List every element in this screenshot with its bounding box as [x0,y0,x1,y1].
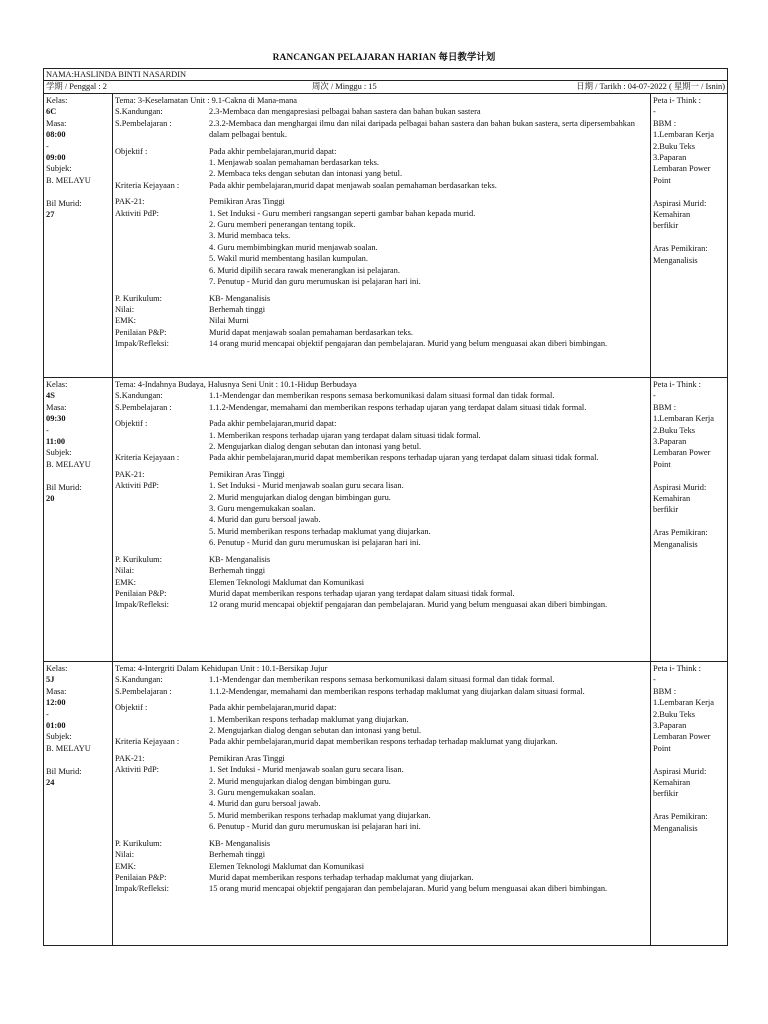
activity-step: 3. Guru mengemukakan soalan. [209,788,316,798]
side-notes-column [651,94,727,377]
subjek-label: Subjek: [46,732,72,742]
side-note-line [653,470,725,481]
side-note-line: Peta i- Think : [653,96,701,105]
side-note-line: Aspirasi Murid: [653,482,707,492]
penilaian-label: Penilaian P&P: [115,327,167,337]
class-blocks [44,94,727,946]
theme-unit: Tema: 3-Keselamatan Unit : 9.1-Cakna di Mana-mana [115,96,297,105]
activity-step: 3. Guru mengemukakan soalan. [209,504,316,514]
activity-step: 4. Guru membimbingkan murid menjawab soalan. [209,242,378,252]
penilaian-label: Penilaian P&P: [115,588,167,598]
success-criteria: Pada akhir pembelajaran,murid dapat memberikan respons terhadap ujaran yang terdapat dalam situasi tidak formal. [209,453,599,463]
emk: Nilai Murni [209,316,249,326]
class-name: 4S [46,391,55,401]
side-note-line: 1.Lembaran Kerja [653,698,714,708]
side-note-line: 3.Paparan [653,437,687,447]
objective-line: 2. Mengujarkan dialog dengan sebutan dan intonasi yang betul. [209,726,422,736]
activity-step: 5. Murid memberikan respons terhadap maklumat yang diujarkan. [209,526,431,536]
content-standard: 1.1-Mendengar dan memberikan respons semasa berkomunikasi dalam situasi formal dan tidak formal. [209,675,555,685]
emk-label: EMK: [115,316,136,326]
activity-step: 6. Penutup - Murid dan guru merumuskan isi pelajaran hari ini. [209,538,421,548]
activity-step: 5. Wakil murid membentang hasilan kumpulan. [209,254,368,264]
pak21: Pemikiran Aras Tinggi [209,197,285,207]
time-start: 08:00 [46,130,66,140]
learning-standard: 1.1.2-Mendengar, memahami dan memberikan respons terhadap ujaran yang terdapat dalam situasi tidak formal. [209,402,587,412]
objective-line: 2. Membaca teks dengan sebutan dan intonasi yang betul. [209,169,403,179]
kurikulum-label: P. Kurikulum: [115,838,162,848]
impak-label: Impak/Refleksi: [115,339,169,349]
time-end: 01:00 [46,721,66,731]
pembelajaran-label: S.Pembelajaran : [115,118,172,128]
aktiviti-label: Aktiviti PdP: [115,481,159,491]
activity-step: 1. Set Induksi - Murid menjawab soalan guru secara lisan. [209,481,404,491]
activity-step: 5. Murid memberikan respons terhadap maklumat yang diujarkan. [209,810,431,820]
activities [209,208,648,288]
side-note-line: Aras Pemikiran: [653,812,708,822]
subject: B. MELAYU [46,743,91,753]
objektif-label: Objektif : [115,146,148,156]
time-end: 09:00 [46,153,66,163]
student-count: 20 [46,494,55,504]
kandungan-label: S.Kandungan: [115,391,163,401]
side-note-line: BBM : [653,402,677,412]
date: 日期 / Tarikh : 04-07-2022 ( 星期一 / Isnin) [576,82,725,91]
side-note-line: BBM : [653,118,677,128]
values: Berhemah tinggi [209,566,266,576]
subjek-label: Subjek: [46,448,72,458]
kriteria-label: Kriteria Kejayaan : [115,737,180,747]
objektif-label: Objektif : [115,419,148,429]
reflection: 15 orang murid mencapai objektif pengajaran dan pembelajaran. Murid yang belum menguasai akan diberi bimbingan. [209,884,608,894]
side-note-line: - [653,675,656,685]
lesson-details-column [113,94,651,377]
curriculum-element: KB- Menganalisis [209,293,271,303]
activity-step: 6. Murid dipilih secara rawak menerangkan isi pelajaran. [209,265,400,275]
activity-step: 4. Murid dan guru bersoal jawab. [209,515,321,525]
side-note-line [653,800,725,811]
teacher-name: NAMA:HASLINDA BINTI NASARDIN [46,70,187,79]
activity-step: 3. Murid membaca teks. [209,231,291,241]
impak-label: Impak/Refleksi: [115,600,169,610]
document-title: RANCANGAN PELAJARAN HARIAN 每日教学计划 [272,53,496,63]
emk-label: EMK: [115,577,136,587]
impak-label: Impak/Refleksi: [115,884,169,894]
theme-unit: Tema: 4-Indahnya Budaya, Halusnya Seni Unit : 10.1-Hidup Berbudaya [115,380,357,389]
activity-step: 6. Penutup - Murid dan guru merumuskan isi pelajaran hari ini. [209,822,421,832]
side-note-line: 2.Buku Teks [653,141,696,151]
side-notes-column [651,378,727,661]
time-start: 12:00 [46,698,66,708]
objectives [209,146,648,180]
side-note-line: Aspirasi Murid: [653,766,707,776]
side-note-line: Aspirasi Murid: [653,198,707,208]
lesson-plan-table [43,68,728,946]
activity-step: 2. Murid mengujarkan dialog dengan bimbingan guru. [209,492,391,502]
nilai-label: Nilai: [115,850,135,860]
side-note-line: - [653,107,656,117]
activity-step: 2. Guru memberi penerangan tentang topik. [209,220,356,230]
side-note-line: Lembaran Power [653,164,711,174]
success-criteria: Pada akhir pembelajaran,murid dapat menjawab soalan pemahaman berdasarkan teks. [209,180,497,190]
masa-label: Masa: [46,118,67,128]
assessment: Murid dapat memberikan respons terhadap terhadap maklumat yang diujarkan. [209,872,474,882]
pak21: Pemikiran Aras Tinggi [209,753,285,763]
kelas-label: Kelas: [46,664,68,673]
side-note-line: 3.Paparan [653,721,687,731]
kriteria-label: Kriteria Kejayaan : [115,180,180,190]
activity-step: 7. Penutup - Murid dan guru merumuskan isi pelajaran hari ini. [209,277,421,287]
class-info-column [44,378,113,661]
kurikulum-label: P. Kurikulum: [115,554,162,564]
bil-label: Bil Murid: [46,482,82,492]
objective-line: Pada akhir pembelajaran,murid dapat: [209,419,337,429]
side-note-line: Lembaran Power [653,732,711,742]
side-note-line: berfikir [653,221,679,231]
activity-step: 2. Murid mengujarkan dialog dengan bimbingan guru. [209,776,391,786]
student-count: 24 [46,778,55,788]
lesson-details-column [113,378,651,661]
pak-label: PAK-21: [115,753,145,763]
activities [209,480,648,548]
teacher-name-row [44,69,727,81]
theme-unit: Tema: 4-Intergriti Dalam Kehidupan Unit : 10.1-Bersikap Jujur [115,664,328,673]
side-note-line: BBM : [653,686,677,696]
subject: B. MELAYU [46,459,91,469]
activity-step: 1. Set Induksi - Murid menjawab soalan guru secara lisan. [209,765,404,775]
kelas-label: Kelas: [46,96,68,105]
time-end: 11:00 [46,437,66,447]
side-notes-column [651,662,727,945]
learning-standard: 1.1.2-Mendengar, memahami dan memberikan respons terhadap maklumat yang diujarkan dalam situasi formal. [209,686,585,696]
curriculum-element: KB- Menganalisis [209,554,271,564]
masa-label: Masa: [46,686,67,696]
bil-label: Bil Murid: [46,766,82,776]
aktiviti-label: Aktiviti PdP: [115,208,159,218]
subjek-label: Subjek: [46,164,72,174]
side-note-line: berfikir [653,505,679,515]
side-note-line: Peta i- Think : [653,380,701,389]
curriculum-element: KB- Menganalisis [209,838,271,848]
term: 学期 / Penggal : 2 [46,82,107,91]
side-note-line: - [653,391,656,401]
class-info-column [44,662,113,945]
side-note-line: Menganalisis [653,255,698,265]
objectives [209,418,648,452]
term-row [44,81,727,94]
class-name: 5J [46,675,55,685]
assessment: Murid dapat memberikan respons terhadap ujaran yang terdapat dalam situasi tidak formal. [209,588,515,598]
class-block [44,662,727,946]
objective-line: Pada akhir pembelajaran,murid dapat: [209,703,337,713]
kelas-label: Kelas: [46,380,68,389]
side-note-line: 1.Lembaran Kerja [653,414,714,424]
side-note-line: Point [653,175,671,185]
kandungan-label: S.Kandungan: [115,107,163,117]
side-note-line: Menganalisis [653,823,698,833]
emk: Elemen Teknologi Maklumat dan Komunikasi [209,861,365,871]
side-note-line: Kemahiran [653,494,691,504]
kriteria-label: Kriteria Kejayaan : [115,453,180,463]
activity-step: 4. Murid dan guru bersoal jawab. [209,799,321,809]
time-dash: - [46,709,49,719]
pak-label: PAK-21: [115,197,145,207]
objective-line: 1. Menjawab soalan pemahaman berdasarkan teks. [209,158,379,168]
side-note-line: Point [653,459,671,469]
emk: Elemen Teknologi Maklumat dan Komunikasi [209,577,365,587]
side-note-line: 3.Paparan [653,153,687,163]
class-block [44,378,727,662]
side-note-line: Aras Pemikiran: [653,528,708,538]
side-note-line [653,754,725,765]
activity-step: 1. Set Induksi - Guru memberi rangsangan seperti gambar bahan kepada murid. [209,208,476,218]
side-note-line: Peta i- Think : [653,664,701,673]
learning-standard: 2.3.2-Membaca dan menghargai ilmu dan nilai daripada pelbagai bahan sastera dan bahan bukan sastera, serta dipersembahkan dalam pelbagai bentuk. [209,118,635,140]
kandungan-label: S.Kandungan: [115,675,163,685]
values: Berhemah tinggi [209,850,266,860]
side-note-line [653,232,725,243]
objective-line: 2. Mengujarkan dialog dengan sebutan dan intonasi yang betul. [209,442,422,452]
emk-label: EMK: [115,861,136,871]
side-note-line: berfikir [653,789,679,799]
side-note-line: Menganalisis [653,539,698,549]
time-dash: - [46,141,49,151]
masa-label: Masa: [46,402,67,412]
objectives [209,702,648,736]
side-note-line: Aras Pemikiran: [653,244,708,254]
class-info-column [44,94,113,377]
side-note-line: 1.Lembaran Kerja [653,130,714,140]
pak-label: PAK-21: [115,469,145,479]
kurikulum-label: P. Kurikulum: [115,293,162,303]
side-note-line: Kemahiran [653,778,691,788]
success-criteria: Pada akhir pembelajaran,murid dapat memberikan respons terhadap terhadap maklumat yang diujarkan. [209,737,558,747]
reflection: 14 orang murid mencapai objektif pengajaran dan pembelajaran. Murid yang belum menguasai akan diberi bimbingan. [209,339,608,349]
reflection: 12 orang murid mencapai objektif pengajaran dan pembelajaran. Murid yang belum menguasai akan diberi bimbingan. [209,600,608,610]
objective-line: 1. Memberikan respons terhadap maklumat yang diujarkan. [209,714,409,724]
pembelajaran-label: S.Pembelajaran : [115,686,172,696]
side-note-line: Kemahiran [653,210,691,220]
values: Berhemah tinggi [209,304,266,314]
side-note-line: 2.Buku Teks [653,425,696,435]
side-note-line: 2.Buku Teks [653,709,696,719]
assessment: Murid dapat menjawab soalan pemahaman berdasarkan teks. [209,327,413,337]
week: 周次 / Minggu : 15 [312,82,377,91]
side-note-line [653,186,725,197]
class-block [44,94,727,378]
objektif-label: Objektif : [115,703,148,713]
content-standard: 2.3-Membaca dan mengapresiasi pelbagai bahan sastera dan bahan bukan sastera [209,107,481,117]
nilai-label: Nilai: [115,304,135,314]
pak21: Pemikiran Aras Tinggi [209,469,285,479]
side-note-line [653,516,725,527]
aktiviti-label: Aktiviti PdP: [115,765,159,775]
side-note-line: Point [653,743,671,753]
class-name: 6C [46,107,57,117]
nilai-label: Nilai: [115,566,135,576]
pembelajaran-label: S.Pembelajaran : [115,402,172,412]
penilaian-label: Penilaian P&P: [115,872,167,882]
content-standard: 1.1-Mendengar dan memberikan respons semasa berkomunikasi dalam situasi formal dan tidak formal. [209,391,555,401]
time-dash: - [46,425,49,435]
side-note-line: Lembaran Power [653,448,711,458]
objective-line: Pada akhir pembelajaran,murid dapat: [209,146,337,156]
objective-line: 1. Memberikan respons terhadap ujaran yang terdapat dalam situasi tidak formal. [209,430,481,440]
time-start: 09:30 [46,414,66,424]
student-count: 27 [46,210,55,220]
lesson-details-column [113,662,651,945]
subject: B. MELAYU [46,175,91,185]
bil-label: Bil Murid: [46,198,82,208]
activities [209,764,648,832]
